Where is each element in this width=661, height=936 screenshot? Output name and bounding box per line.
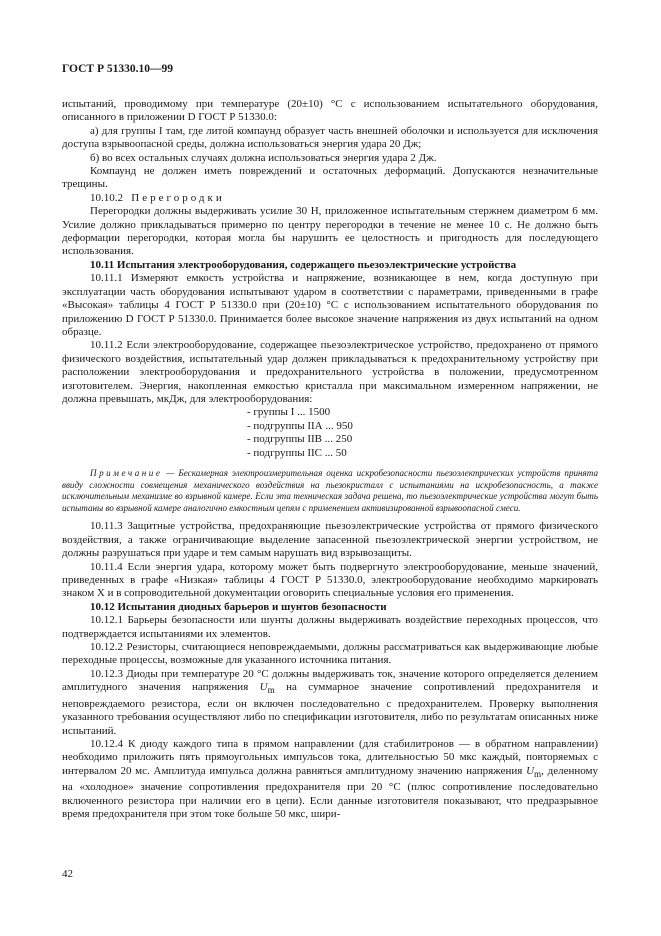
paragraph-item-b: б) во всех остальных случаях должна использоваться энергия удара 2 Дж. (90, 151, 437, 164)
paragraph-10-11-3: 10.11.3 Защитные устройства, предохраняющие пьезоэлектрические устройства от прямого физического воздействия, а также ограничивающие выделение запасенной пьезоэлектрической энергии устройством, не должны разрушаться при ударе и тем самым нарушать вид взрывозащиты. (62, 520, 598, 560)
section-10-11-heading: 10.11 Испытания электрооборудования, содержащего пьезоэлектрические устройства (90, 258, 517, 271)
paragraph-10-12-3 (62, 668, 598, 738)
paragraph-10-11-4: 10.11.4 Если энергия удара, которому может быть подвергнуто электрооборудование, меньше значений, приведенных в графе «Низкая» таблицы 4 ГОСТ Р 51330.0, электрооборудование необходимо маркировать знаком X и в сопроводительной документации оговорить специальные условия его применения. (62, 560, 598, 600)
paragraph-10-12-1: 10.12.1 Барьеры безопасности или шунты должны выдерживать воздействие переходных процессов, что подтверждается испытаниями их элементов. (62, 614, 598, 640)
document-body (62, 98, 598, 822)
section-10-10-2-heading (62, 192, 598, 205)
energy-list-item: - группы I ... 1500 (247, 406, 331, 419)
section-title: Перегородки (131, 191, 225, 204)
paragraph-continuation: испытаний, проводимому при температуре (20±10) °С с использованием испытательного оборудования, описанного в приложении D ГОСТ Р 51330.0: (62, 98, 598, 124)
paragraph-10-12-4 (62, 738, 598, 822)
page-number: 42 (62, 868, 73, 880)
energy-list-item: - подгруппы IIВ ... 250 (247, 433, 353, 446)
note-label: Примечание (90, 467, 163, 478)
voltage-subscript: m (534, 769, 542, 780)
paragraph-compound: Компаунд не должен иметь повреждений и остаточных деформаций. Допускаются незначительные трещины. (62, 165, 598, 191)
note (62, 468, 598, 514)
voltage-symbol: U (526, 764, 535, 777)
paragraph-text: на суммарное значение сопротивлений предохранителя и неповреждаемого резистора, если он включен последовательно с предохранителем. Проверку выполнения указанного требования осуществляют либо по спецификации изготовителя, либо по результатам описанных ниже испытаний. (62, 681, 598, 737)
paragraph-10-12-2: 10.12.2 Резисторы, считающиеся неповреждаемыми, должны рассматриваться как выдерживающие любые переходные процессы, возможные для указанного источника питания. (62, 641, 598, 667)
paragraph-partitions: Перегородки должны выдерживать усилие 30 Н, приложенное испытательным стержнем диаметром 6 мм. Усилие должно прикладываться примерно по центру перегородки в течение не менее 10 с. Не должно быть деформации перегородки, которая могла бы нарушить ее целостность и пригодность для последующего использования. (62, 205, 598, 258)
section-10-12-heading: 10.12 Испытания диодных барьеров и шунтов безопасности (90, 600, 387, 613)
voltage-subscript: m (267, 685, 275, 696)
paragraph-text: 10.12.4 К диоду каждого типа в прямом направлении (для стабилитронов — в обратном направлении) необходимо приложить пять прямоугольных импульсов тока, длительностью 50 мкс каждый, повторяемых с интервалом 20 мс. Амплитуда импульса должна равняться амплитудному значению напряжения (62, 738, 598, 777)
section-number: 10.10.2 (90, 191, 123, 204)
paragraph-text: , деленному на «холодное» значение сопротивления предохранителя при 20 °С (плюс сопротивление последовательно включенного резистора при наличии его в цепи). Если данные изготовителя показывают, что предразрывное время предохранителя при этом токе больше 50 мкс, шири- (62, 764, 598, 821)
voltage-symbol: U (259, 681, 268, 694)
paragraph-item-a: а) для группы I там, где литой компаунд образует часть внешней оболочки и используется для исключения доступа взрывоопасной среды, должна использоваться энергия удара 20 Дж; (62, 124, 598, 151)
paragraph-10-11-1: 10.11.1 Измеряют емкость устройства и напряжение, возникающее в нем, когда доступную при эксплуатации часть оборудования испытывают ударом в соответствии с параметрами, приведенными в графе «Высокая» таблицы 4 ГОСТ Р 51330.0 при (20±10) °С с использованием испытательного оборудования по приложению D ГОСТ Р 51330.0. Принимается более высокое значение напряжения из двух испытаний на одном образце. (62, 272, 598, 338)
energy-list-item: - подгруппы IIА ... 950 (247, 419, 353, 432)
paragraph-text: 10.12.3 Диоды при температуре 20 °С должны выдерживать ток, значение которого определяется делением амплитудного значения напряжения (62, 667, 598, 694)
energy-list-item: - подгруппы IIС ... 50 (247, 446, 347, 459)
document-header: ГОСТ Р 51330.10—99 (62, 63, 173, 75)
paragraph-10-11-2: 10.11.2 Если электрооборудование, содержащее пьезоэлектрическое устройство, предохранено от прямого физического воздействия, испытательный удар должен прикладываться к предохранительному устройству при расположении электрооборудования и предохранительного устройства в положении, предусмотренном изготовителем. Энергия, накопленная емкостью кристалла при максимальном измеренном напряжении, не должна превышать, мкДж, для электрооборудования: (62, 339, 598, 405)
note-text: — Бескамерная электроизмерительная оценка искробезопасности пьезоэлектрических устройств принята ввиду сложности совмещения механического воздействия на пьезокристалл с испытаниями на искробезопасность, а также исключительным механизме во взрывной камере. Если эта техническая задача решена, то пьезоэлектрические устройства могут быть испытаны во взрывной камере аналогично емкостным цепям с применением активизированной взрывоопасной смеси. (62, 467, 598, 513)
